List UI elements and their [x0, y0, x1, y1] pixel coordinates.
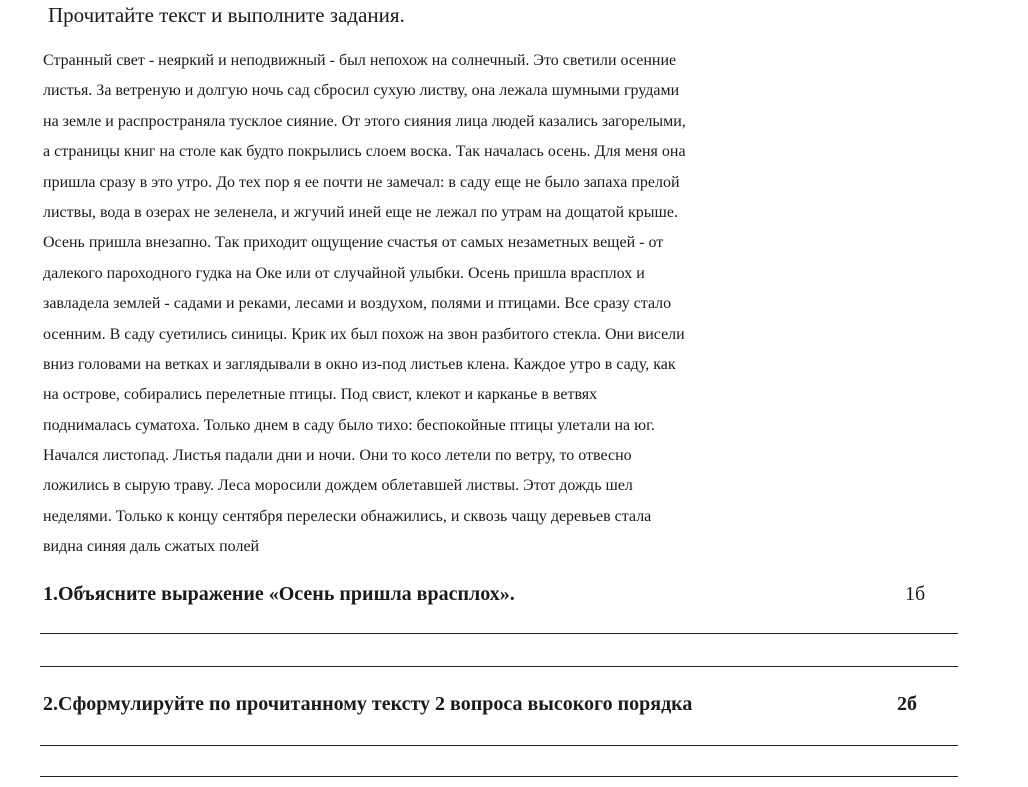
passage-line: ложились в сырую траву. Леса моросили дождем облетавшей листвы. Этот дождь шел — [43, 477, 633, 495]
question-1: 1.Объясните выражение «Осень пришла врасплох». — [43, 583, 515, 605]
passage-line: осенним. В саду суетились синицы. Крик их был похож на звон разбитого стекла. Они висели — [43, 325, 685, 343]
passage-line: неделями. Только к концу сентября перелески обнажились, и сквозь чащу деревьев стала — [43, 507, 652, 525]
answer-line[interactable] — [40, 633, 958, 634]
answer-line[interactable] — [40, 776, 958, 777]
passage-line: листвы, вода в озерах не зеленела, и жгучий иней еще не лежал по утрам на дощатой крыше. — [43, 203, 678, 221]
instruction-heading: Прочитайте текст и выполните задания. — [48, 3, 405, 27]
passage-line: а страницы книг на столе как будто покрылись слоем воска. Так началась осень. Для меня она — [43, 143, 686, 161]
passage-line: Осень пришла внезапно. Так приходит ощущение счастья от самых незаметных вещей - от — [43, 234, 664, 252]
passage-line: Начался листопад. Листья падали дни и ночи. Они то косо летели по ветру, то отвесно — [43, 447, 632, 465]
passage-line: видна синяя даль сжатых полей — [43, 538, 260, 556]
passage-line: Странный свет - неяркий и неподвижный - был непохож на солнечный. Это светили осенние — [43, 52, 677, 69]
passage-line: листья. За ветреную и долгую ночь сад сбросил сухую листву, она лежала шумными грудами — [43, 82, 680, 100]
passage-line: вниз головами на ветках и заглядывали в окно из-под листьев клена. Каждое утро в саду, как — [43, 355, 676, 373]
reading-passage — [43, 46, 973, 563]
passage-line: поднималась суматоха. Только днем в саду было тихо: беспокойные птицы улетали на юг. — [43, 416, 655, 434]
answer-line[interactable] — [40, 745, 958, 746]
passage-line: пришла сразу в это утро. До тех пор я ее почти не замечал: в саду еще не было запаха прелой — [43, 173, 680, 191]
passage-line: завладела землей - садами и реками, лесами и воздухом, полями и птицами. Все сразу стало — [43, 295, 672, 313]
question-1-points: 1б — [905, 583, 926, 605]
passage-line: далекого пароходного гудка на Оке или от случайной улыбки. Осень пришла врасплох и — [43, 264, 645, 282]
question-2-points: 2б — [897, 693, 917, 715]
question-2: 2.Сформулируйте по прочитанному тексту 2 вопроса высокого порядка — [43, 693, 693, 715]
answer-line[interactable] — [40, 666, 958, 667]
passage-line: на земле и распространяла тусклое сияние. От этого сияния лица людей казались загорелыми, — [43, 112, 686, 130]
passage-line: на острове, собирались перелетные птицы. Под свист, клекот и карканье в ветвях — [43, 386, 598, 404]
